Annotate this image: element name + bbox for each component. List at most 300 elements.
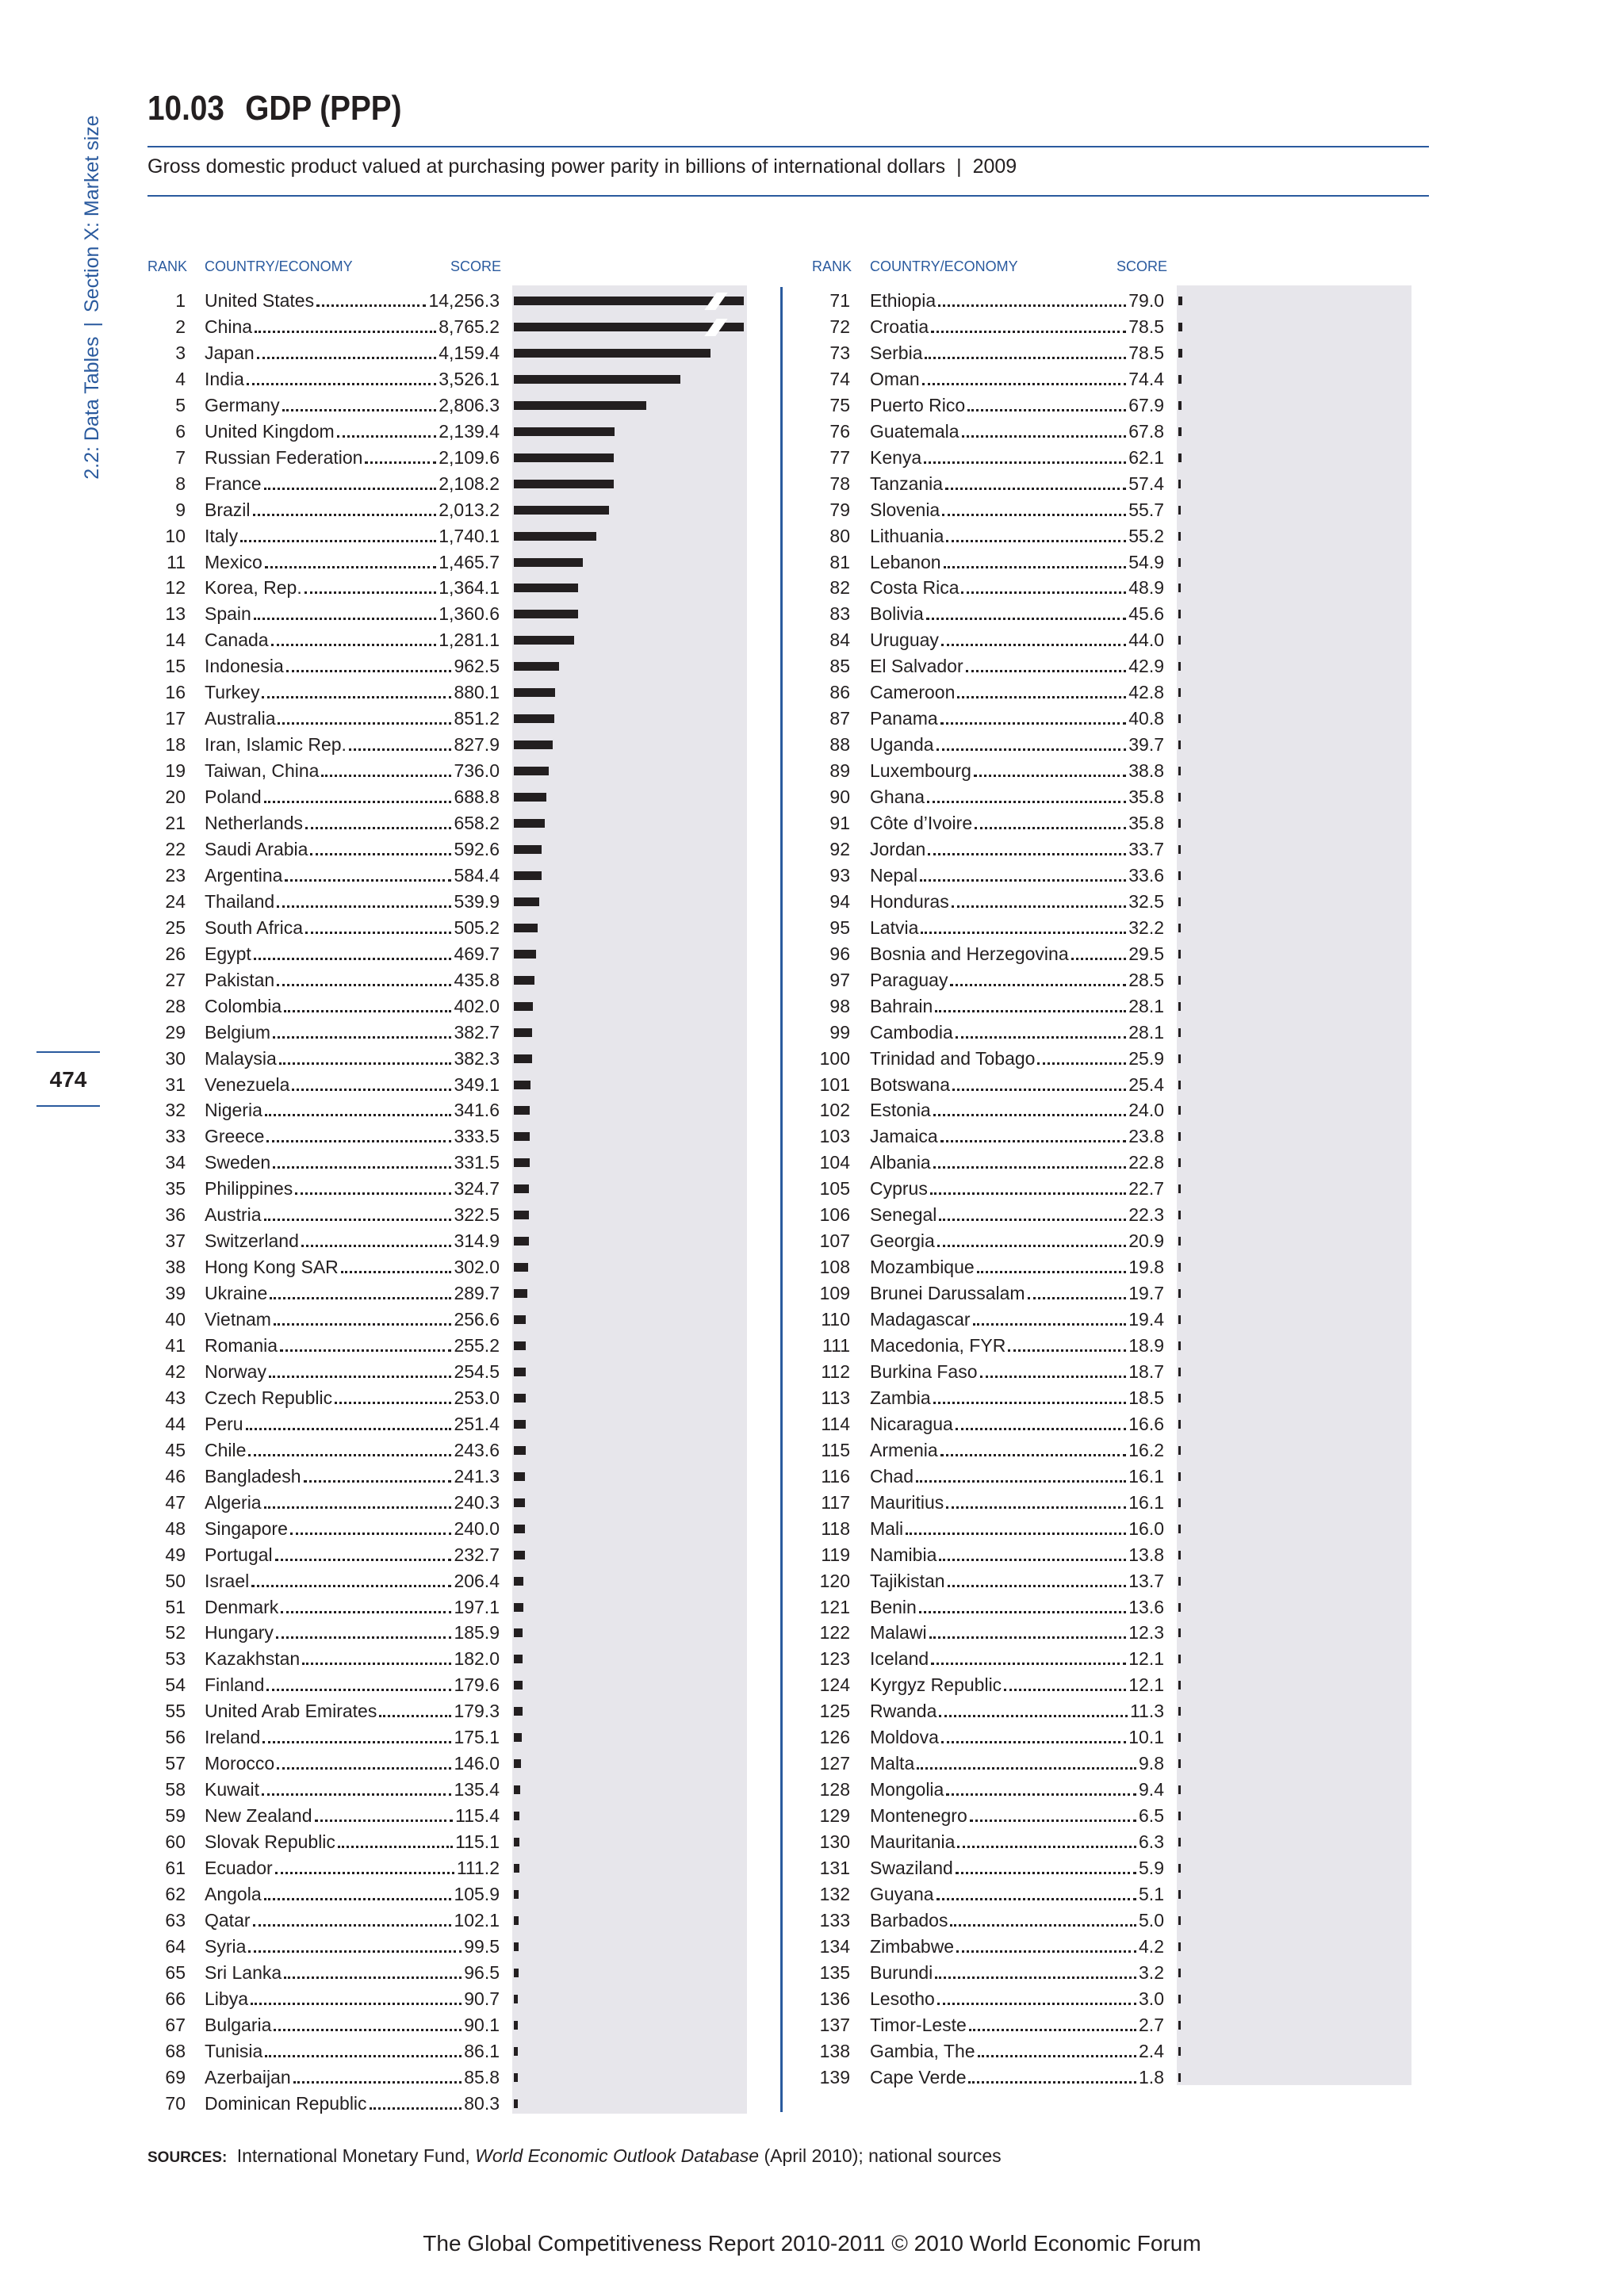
country-cell: Canada	[205, 629, 269, 651]
country-score-leader	[870, 392, 1164, 418]
score-bar	[514, 1890, 519, 1899]
rank-cell: 49	[165, 1544, 186, 1565]
country-score-leader	[870, 836, 1164, 862]
country-cell: United Arab Emirates	[205, 1701, 377, 1722]
rank-cell: 47	[165, 1491, 186, 1513]
score-bar	[514, 976, 534, 985]
table-row	[147, 1777, 500, 1802]
score-bar	[1178, 558, 1181, 567]
score-cell: 96.5	[464, 1961, 500, 1983]
dot-leader	[266, 1689, 451, 1691]
dot-leader	[924, 461, 1126, 464]
table-row	[147, 523, 500, 549]
rank-cell: 29	[165, 1021, 186, 1043]
country-score-leader	[205, 340, 500, 365]
rank-cell: 39	[165, 1283, 186, 1304]
country-cell: Ukraine	[205, 1283, 268, 1304]
country-cell: Norway	[205, 1360, 266, 1382]
dot-leader	[921, 932, 1126, 934]
table-row	[147, 1908, 500, 1933]
table-row	[147, 967, 500, 993]
country-cell: Moldova	[870, 1727, 939, 1748]
table-row	[812, 523, 1164, 549]
country-score-leader	[870, 1385, 1164, 1410]
rank-cell: 1	[175, 290, 186, 311]
score-bar	[1178, 323, 1182, 331]
country-score-leader	[870, 445, 1164, 470]
country-score-leader	[870, 1046, 1164, 1071]
score-cell: 2,109.6	[439, 446, 500, 468]
rank-cell: 84	[829, 629, 850, 651]
country-cell: Nicaragua	[870, 1413, 953, 1434]
table-row	[812, 1960, 1164, 1985]
table-row	[147, 1490, 500, 1515]
score-bar	[1178, 1785, 1181, 1794]
dot-leader	[942, 514, 1126, 516]
dot-leader	[952, 1089, 1126, 1091]
rank-cell: 22	[165, 838, 186, 859]
dot-leader	[365, 461, 436, 464]
score-cell: 16.0	[1128, 1517, 1164, 1539]
dot-leader	[940, 1140, 1127, 1142]
table-row	[147, 1934, 500, 1959]
rank-cell: 68	[165, 2040, 186, 2061]
dot-leader	[935, 1010, 1126, 1012]
country-cell: Montenegro	[870, 1805, 967, 1827]
dot-leader	[956, 1428, 1126, 1430]
score-bar	[514, 584, 578, 592]
country-cell: Zambia	[870, 1387, 931, 1408]
country-score-leader	[870, 1437, 1164, 1463]
country-score-leader	[205, 2038, 500, 2064]
country-score-leader	[205, 1751, 500, 1776]
rank-cell: 2	[175, 316, 186, 337]
country-score-leader	[870, 732, 1164, 757]
rank-cell: 139	[819, 2066, 850, 2087]
score-cell: 6.5	[1139, 1805, 1164, 1827]
country-cell: Colombia	[205, 995, 282, 1016]
rank-cell: 65	[165, 1961, 186, 1983]
rank-cell: 132	[819, 1883, 850, 1904]
country-score-leader	[870, 758, 1164, 783]
score-cell: 55.7	[1128, 499, 1164, 520]
dot-leader	[248, 1950, 462, 1953]
score-bar	[1178, 532, 1181, 541]
country-cell: Belgium	[205, 1021, 271, 1043]
score-bar	[514, 1002, 533, 1011]
dot-leader	[253, 1924, 452, 1927]
score-cell: 18.7	[1128, 1360, 1164, 1382]
rank-cell: 95	[829, 916, 850, 938]
dot-leader	[956, 1872, 1136, 1874]
score-bar	[1178, 584, 1181, 592]
rank-cell: 24	[165, 890, 186, 912]
score-cell: 19.7	[1128, 1283, 1164, 1304]
score-bar	[514, 1472, 525, 1481]
country-cell: France	[205, 473, 262, 494]
score-cell: 24.0	[1128, 1100, 1164, 1121]
rank-cell: 3	[175, 342, 186, 363]
score-bar	[514, 636, 574, 645]
column-divider	[780, 287, 783, 2112]
score-bar	[1178, 1394, 1181, 1402]
country-cell: Syria	[205, 1935, 247, 1957]
table-row	[812, 1855, 1164, 1881]
country-cell: Austria	[205, 1204, 262, 1226]
score-bar	[514, 950, 536, 959]
country-cell: Oman	[870, 368, 920, 389]
table-row	[812, 1986, 1164, 2011]
score-bar	[1178, 506, 1181, 515]
country-cell: Paraguay	[870, 969, 948, 990]
country-cell: Italy	[205, 525, 239, 546]
rank-cell: 36	[165, 1204, 186, 1226]
score-cell: 2.4	[1139, 2040, 1164, 2061]
country-cell: Bolivia	[870, 603, 924, 625]
dot-leader	[916, 1480, 1126, 1483]
table-row	[812, 1777, 1164, 1802]
dot-leader	[305, 827, 451, 829]
dot-leader	[337, 435, 437, 438]
rank-cell: 37	[165, 1230, 186, 1252]
table-row	[812, 1594, 1164, 1620]
country-cell: Côte d’Ivoire	[870, 813, 973, 833]
country-cell: China	[205, 316, 253, 337]
score-cell: 402.0	[454, 995, 500, 1016]
country-score-leader	[870, 601, 1164, 626]
country-cell: United Kingdom	[205, 420, 335, 442]
table-row	[812, 1751, 1164, 1776]
score-cell: 962.5	[454, 656, 500, 677]
rank-cell: 121	[819, 1596, 850, 1617]
country-score-leader	[205, 1542, 500, 1567]
country-cell: Turkey	[205, 682, 260, 703]
score-cell: 1,281.1	[439, 629, 500, 651]
country-score-leader	[870, 1307, 1164, 1332]
score-cell: 314.9	[454, 1230, 500, 1252]
dot-leader	[277, 1767, 451, 1770]
table-row	[812, 1568, 1164, 1594]
score-cell: 382.7	[454, 1021, 500, 1043]
score-cell: 302.0	[454, 1257, 500, 1278]
subtitle-rule	[147, 195, 1429, 197]
table-row	[147, 549, 500, 575]
rank-cell: 94	[829, 890, 850, 912]
dot-leader	[969, 2029, 1136, 2031]
score-cell: 185.9	[454, 1622, 500, 1644]
score-bar	[514, 401, 646, 410]
score-bar	[1178, 1551, 1181, 1559]
country-score-leader	[870, 549, 1164, 575]
score-bar	[1178, 871, 1181, 880]
country-score-leader	[870, 288, 1164, 313]
table-row	[812, 288, 1164, 313]
table-row	[812, 993, 1164, 1019]
country-cell: South Africa	[205, 916, 304, 938]
rank-cell: 34	[165, 1152, 186, 1173]
table-row	[147, 915, 500, 940]
dot-leader	[279, 1062, 452, 1065]
country-score-leader	[205, 1359, 500, 1384]
country-score-leader	[205, 549, 500, 575]
table-row	[812, 627, 1164, 652]
dot-leader	[919, 1611, 1126, 1613]
rank-cell: 117	[821, 1491, 850, 1513]
rank-cell: 119	[821, 1544, 850, 1565]
country-score-leader	[205, 1881, 500, 1907]
dot-leader	[940, 722, 1127, 725]
rank-cell: 57	[165, 1753, 186, 1774]
table-row	[147, 1359, 500, 1384]
score-bar	[514, 1420, 526, 1429]
country-score-leader	[205, 1829, 500, 1854]
table-row	[147, 1333, 500, 1358]
rank-cell: 62	[165, 1883, 186, 1904]
score-bar	[514, 532, 596, 541]
score-bar	[514, 480, 614, 488]
table-row	[812, 758, 1164, 783]
table-row	[812, 732, 1164, 757]
country-score-leader	[205, 366, 500, 392]
rank-cell: 124	[819, 1674, 850, 1696]
dot-leader	[961, 591, 1126, 594]
score-bar	[1178, 453, 1182, 462]
rank-cell: 120	[819, 1570, 850, 1591]
score-bar	[514, 1812, 519, 1820]
table-row	[812, 1672, 1164, 1697]
score-cell: 324.7	[454, 1178, 500, 1200]
score-cell: 341.6	[454, 1100, 500, 1121]
country-cell: Algeria	[205, 1491, 262, 1513]
rank-cell: 98	[829, 995, 850, 1016]
country-score-leader	[205, 1803, 500, 1828]
score-bar	[1178, 1577, 1181, 1586]
score-cell: 33.7	[1128, 838, 1164, 859]
table-row	[812, 1829, 1164, 1854]
table-row	[147, 758, 500, 783]
country-score-leader	[205, 1046, 500, 1071]
score-cell: 32.5	[1128, 890, 1164, 912]
country-cell: Jordan	[870, 838, 926, 859]
country-score-leader	[870, 2038, 1164, 2064]
country-cell: Lithuania	[870, 525, 944, 546]
score-bar	[1178, 1838, 1181, 1846]
country-score-leader	[205, 967, 500, 993]
dot-leader	[948, 1585, 1127, 1587]
rank-cell: 83	[829, 603, 850, 625]
page-number: 474	[49, 1067, 87, 1092]
country-score-leader	[205, 1960, 500, 1985]
table-title: GDP (PPP)	[245, 89, 402, 128]
table-row	[812, 915, 1164, 940]
country-score-leader	[205, 810, 500, 836]
country-score-leader	[205, 1228, 500, 1253]
rank-cell: 45	[165, 1439, 186, 1460]
dot-leader	[941, 644, 1126, 646]
table-row	[147, 993, 500, 1019]
rank-cell: 79	[829, 499, 850, 520]
country-cell: Chile	[205, 1439, 247, 1460]
country-score-leader	[870, 1855, 1164, 1881]
score-cell: 67.8	[1128, 420, 1164, 442]
score-cell: 14,256.3	[428, 290, 500, 311]
score-cell: 13.7	[1128, 1570, 1164, 1591]
country-cell: Kyrgyz Republic	[870, 1674, 1002, 1696]
dot-leader	[1028, 1297, 1127, 1299]
subtitle-year: 2009	[972, 155, 1017, 178]
score-cell: 331.5	[454, 1152, 500, 1173]
score-cell: 2,108.2	[439, 473, 500, 494]
page-footer: The Global Competitiveness Report 2010-2011 © 2010 World Economic Forum	[423, 2231, 1201, 2256]
score-bar	[514, 1289, 527, 1298]
dot-leader	[240, 540, 436, 542]
score-bar	[1178, 714, 1181, 723]
table-row	[147, 2064, 500, 2090]
score-bar	[514, 1237, 529, 1246]
table-row	[812, 1333, 1164, 1358]
country-cell: India	[205, 368, 244, 389]
rank-cell: 8	[175, 473, 186, 494]
country-score-leader	[870, 889, 1164, 914]
country-score-leader	[205, 1908, 500, 1933]
score-bar	[1178, 1681, 1181, 1689]
page-title	[147, 89, 402, 128]
country-score-leader	[870, 314, 1164, 339]
score-bar	[514, 1864, 519, 1873]
dot-leader	[370, 2107, 462, 2110]
table-row	[147, 1516, 500, 1541]
rank-cell: 110	[821, 1309, 850, 1330]
dot-leader	[956, 1036, 1126, 1039]
country-cell: Estonia	[870, 1100, 931, 1121]
rank-cell: 52	[165, 1622, 186, 1644]
rank-cell: 123	[819, 1648, 850, 1670]
country-cell: Brunei Darussalam	[870, 1283, 1025, 1304]
score-bar	[1178, 740, 1181, 749]
score-bar	[1178, 1341, 1181, 1350]
dot-leader	[321, 775, 451, 777]
table-row	[147, 2091, 500, 2116]
dot-leader	[277, 905, 451, 908]
score-cell: 658.2	[454, 813, 500, 833]
table-row	[147, 1046, 500, 1071]
rank-cell: 97	[829, 969, 850, 990]
country-score-leader	[205, 889, 500, 914]
score-cell: 505.2	[454, 916, 500, 938]
dot-leader	[906, 1533, 1126, 1535]
rank-cell: 26	[165, 943, 186, 964]
country-cell: Qatar	[205, 1909, 251, 1931]
table-row	[812, 2064, 1164, 2090]
table-row	[812, 679, 1164, 705]
score-bar	[514, 1995, 518, 2003]
rank-cell: 90	[829, 786, 850, 808]
score-bar	[514, 793, 546, 802]
rank-cell: 89	[829, 760, 850, 782]
country-score-leader	[870, 1986, 1164, 2011]
table-row	[147, 340, 500, 365]
rank-cell: 99	[829, 1021, 850, 1043]
table-row	[812, 601, 1164, 626]
rank-cell: 69	[165, 2066, 186, 2087]
country-cell: Mozambique	[870, 1257, 975, 1278]
rank-cell: 100	[819, 1047, 850, 1069]
dot-leader	[262, 696, 451, 698]
score-cell: 175.1	[454, 1727, 500, 1748]
score-bar	[1178, 688, 1181, 697]
country-cell: Netherlands	[205, 813, 304, 833]
rank-cell: 128	[819, 1779, 850, 1800]
score-cell: 5.9	[1139, 1858, 1164, 1878]
rank-cell: 60	[165, 1831, 186, 1853]
score-bar	[514, 1184, 529, 1193]
score-cell: 23.8	[1128, 1126, 1164, 1147]
dot-leader	[262, 1793, 451, 1796]
country-score-leader	[205, 601, 500, 626]
score-cell: 232.7	[454, 1544, 500, 1565]
country-score-leader	[870, 1097, 1164, 1123]
score-cell: 39.7	[1128, 734, 1164, 756]
country-cell: Spain	[205, 603, 251, 625]
dot-leader	[255, 331, 436, 333]
score-bar	[514, 2047, 518, 2056]
country-score-leader	[870, 1516, 1164, 1541]
score-bar	[1178, 1995, 1181, 2003]
rank-cell: 5	[175, 394, 186, 415]
table-row	[812, 1228, 1164, 1253]
dot-leader	[941, 1741, 1126, 1743]
table-row	[812, 1411, 1164, 1437]
rank-cell: 17	[165, 708, 186, 729]
sources-text-after: (April 2010); national sources	[764, 2145, 1002, 2166]
score-cell: 13.8	[1128, 1544, 1164, 1565]
table-row	[812, 471, 1164, 496]
score-bar	[1178, 662, 1181, 671]
rank-cell: 76	[829, 420, 850, 442]
country-cell: Indonesia	[205, 656, 284, 677]
score-bar	[514, 610, 578, 618]
country-cell: Georgia	[870, 1230, 935, 1252]
score-bar	[514, 819, 545, 828]
country-score-leader	[870, 915, 1164, 940]
table-row	[147, 1960, 500, 1985]
score-cell: 115.1	[455, 1831, 500, 1853]
dot-leader	[379, 1715, 451, 1717]
country-cell: Albania	[870, 1152, 931, 1173]
country-score-leader	[205, 653, 500, 679]
dot-leader	[349, 748, 451, 751]
rank-cell: 21	[165, 813, 186, 833]
score-bar	[514, 453, 614, 462]
dot-leader	[301, 1245, 452, 1247]
rank-cell: 18	[165, 734, 186, 756]
table-row	[147, 836, 500, 862]
country-score-leader	[870, 1724, 1164, 1750]
country-score-leader	[870, 863, 1164, 888]
score-cell: 243.6	[454, 1439, 500, 1460]
subtitle-text: Gross domestic product valued at purchasing power parity in billions of international dollars	[147, 155, 946, 178]
score-bar	[1178, 480, 1181, 488]
rank-cell: 64	[165, 1935, 186, 1957]
dot-leader	[253, 514, 437, 516]
dot-leader	[280, 1349, 451, 1352]
score-bar	[514, 1655, 523, 1663]
country-score-leader	[870, 627, 1164, 652]
country-score-leader	[205, 1698, 500, 1724]
dot-leader	[928, 853, 1126, 855]
table-row	[812, 1490, 1164, 1515]
rank-cell: 138	[819, 2040, 850, 2061]
